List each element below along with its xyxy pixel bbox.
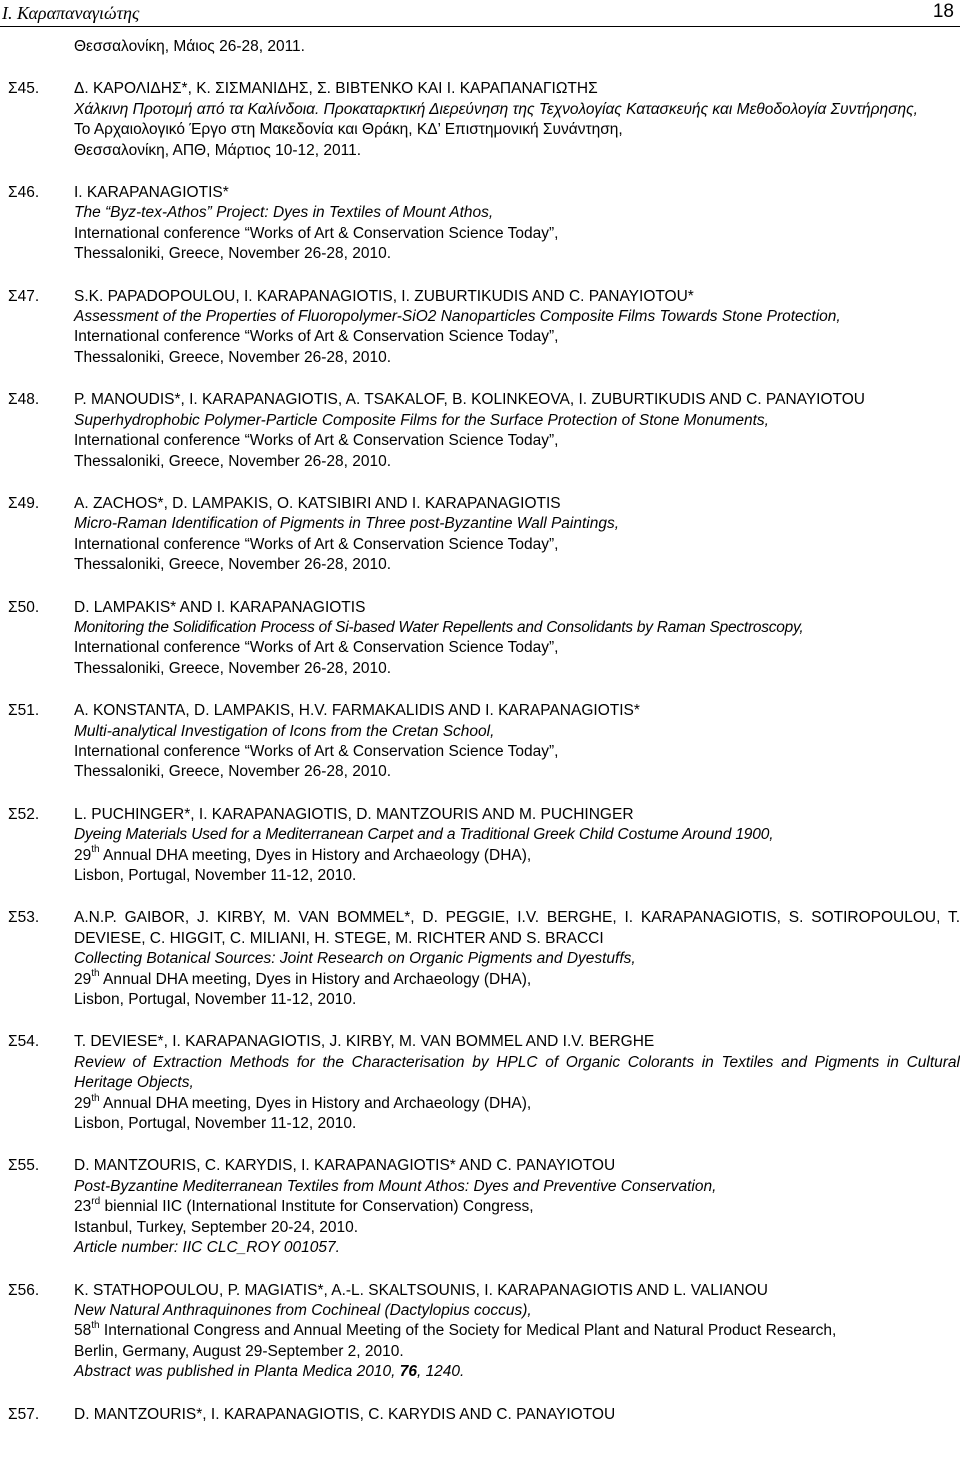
- entry-authors: A. KONSTANTA, D. LAMPAKIS, H.V. FARMAKALIDIS AND I. KARAPANAGIOTIS*: [74, 702, 640, 720]
- entry-venue: [74, 970, 960, 990]
- ordinal-suffix: th: [91, 1092, 100, 1104]
- list-item: [0, 1281, 960, 1383]
- ordinal-number: 23: [74, 1198, 92, 1216]
- entry-title: Collecting Botanical Sources: Joint Research on Organic Pigments and Dyestuffs,: [74, 950, 636, 968]
- note-pages: , 1240.: [416, 1363, 465, 1381]
- entry-place-date: Thessaloniki, Greece, November 26-28, 2010.: [74, 763, 392, 781]
- entry-place-date: Thessaloniki, Greece, November 26-28, 2010.: [74, 348, 392, 366]
- entry-title: Dyeing Materials Used for a Mediterranean Carpet and a Traditional Greek Child Costume Around 1900,: [74, 826, 774, 844]
- entry-title: Post-Byzantine Mediterranean Textiles from Mount Athos: Dyes and Preventive Conservation,: [74, 1177, 717, 1195]
- list-item: [0, 598, 960, 680]
- list-item: [0, 908, 960, 1010]
- entry-title: Superhydrophobic Polymer-Particle Composite Films for the Surface Protection of Stone Monuments,: [74, 411, 769, 429]
- continuation-line: Θεσσαλονίκη, Μάιος 26-28, 2011.: [74, 38, 305, 55]
- entry-authors: D. MANTZOURIS, C. KARYDIS, I. KARAPANAGIOTIS* AND C. PANAYIOTOU: [74, 1157, 616, 1175]
- entry-number: Σ46.: [8, 184, 40, 202]
- entry-authors: T. DEVIESE*, I. KARAPANAGIOTIS, J. KIRBY, M. VAN BOMMEL AND I.V. BERGHE: [74, 1033, 655, 1051]
- list-item: [0, 701, 960, 783]
- entry-number: Σ47.: [8, 287, 40, 305]
- list-item: [0, 494, 960, 576]
- entry-note: Article number: IIC CLC_ROY 001057.: [74, 1239, 340, 1257]
- entry-authors: S.K. PAPADOPOULOU, I. KARAPANAGIOTIS, I. ZUBURTIKUDIS AND C. PANAYIOTOU*: [74, 287, 694, 305]
- list-item: [0, 805, 960, 887]
- entry-venue: International conference “Works of Art & Conservation Science Today”,: [74, 535, 559, 553]
- entry-place-date: Thessaloniki, Greece, November 26-28, 2010.: [74, 556, 392, 574]
- list-item: [0, 1156, 960, 1258]
- ordinal-number: 29: [74, 970, 92, 988]
- entry-authors: P. MANOUDIS*, I. KARAPANAGIOTIS, A. TSAKALOF, B. KOLINKEOVA, I. ZUBURTIKUDIS AND C. PANAYIOTOU: [74, 391, 865, 409]
- entry-number: Σ45.: [8, 80, 40, 98]
- entry-number: Σ54.: [8, 1033, 40, 1051]
- entry-venue: International conference “Works of Art & Conservation Science Today”,: [74, 432, 559, 450]
- entry-number: Σ57.: [8, 1405, 40, 1423]
- note-volume: 76: [399, 1363, 417, 1381]
- entry-title: New Natural Anthraquinones from Cochineal (Dactylopius coccus),: [74, 1301, 532, 1319]
- entry-title: Multi-analytical Investigation of Icons from the Cretan School,: [74, 722, 495, 740]
- entry-authors: I. KARAPANAGIOTIS*: [74, 184, 229, 202]
- entry-venue: International conference “Works of Art & Conservation Science Today”,: [74, 224, 559, 242]
- venue-text: Annual DHA meeting, Dyes in History and Archaeology (DHA),: [99, 846, 532, 864]
- list-item: [0, 1405, 960, 1425]
- entry-authors: K. STATHOPOULOU, P. MAGIATIS*, A.-L. SKALTSOUNIS, I. KARAPANAGIOTIS AND L. VALIANOU: [74, 1281, 768, 1299]
- entry-title: Χάλκινη Προτομή από τα Καλίνδοια. Προκαταρκτική Διερεύνηση της Τεχνολογίας Κατασκευής και Μεθοδολογία Συντήρησης,: [74, 100, 918, 118]
- entry-number: Σ53.: [8, 909, 40, 927]
- ordinal-suffix: th: [91, 844, 100, 856]
- entry-venue: [74, 1094, 960, 1114]
- entry-number: Σ51.: [8, 702, 40, 720]
- list-item: [0, 183, 960, 265]
- entry-number: Σ49.: [8, 494, 40, 512]
- entry-title: Assessment of the Properties of Fluoropolymer-SiO2 Nanoparticles Composite Films Towards Stone Protection,: [74, 308, 841, 326]
- ordinal-suffix: rd: [91, 1196, 101, 1208]
- bibliography-list: [0, 37, 960, 1447]
- ordinal-number: 58: [74, 1322, 92, 1340]
- entry-authors: D. MANTZOURIS*, I. KARAPANAGIOTIS, C. KARYDIS AND C. PANAYIOTOU: [74, 1405, 616, 1423]
- venue-text: Annual DHA meeting, Dyes in History and Archaeology (DHA),: [99, 1094, 532, 1112]
- ordinal-suffix: th: [91, 968, 100, 980]
- entry-venue: International conference “Works of Art & Conservation Science Today”,: [74, 328, 559, 346]
- entry-venue: International conference “Works of Art & Conservation Science Today”,: [74, 742, 559, 760]
- entry-place-date: Thessaloniki, Greece, November 26-28, 2010.: [74, 659, 392, 677]
- entry-place-date: Θεσσαλονίκη, ΑΠΘ, Μάρτιος 10-12, 2011.: [74, 141, 362, 159]
- list-item: [0, 390, 960, 472]
- entry-note: [74, 1362, 960, 1382]
- entry-venue: Το Αρχαιολογικό Έργο στη Μακεδονία και Θράκη, ΚΔ’ Επιστημονική Συνάντηση,: [74, 121, 623, 139]
- ordinal-number: 29: [74, 846, 92, 864]
- entry-authors: A.N.P. GAIBOR, J. KIRBY, M. VAN BOMMEL*, D. PEGGIE, I.V. BERGHE, I. KARAPANAGIOTIS, S. SOTIROPOULOU, T. DEVIESE, C. HIGGIT, C. MILIANI, H. STEGE, M. RICHTER AND S. BRACCI: [74, 909, 960, 947]
- entry-venue: [74, 1321, 960, 1341]
- entry-title: Micro-Raman Identification of Pigments in Three post-Byzantine Wall Paintings,: [74, 515, 620, 533]
- page-number: 18: [932, 1, 954, 22]
- entry-place-date: Lisbon, Portugal, November 11-12, 2010.: [74, 991, 357, 1009]
- entry-place-date: Lisbon, Portugal, November 11-12, 2010.: [74, 1115, 357, 1133]
- page-header: [0, 0, 960, 27]
- list-item: [0, 287, 960, 369]
- entry-authors: A. ZACHOS*, D. LAMPAKIS, O. KATSIBIRI AND I. KARAPANAGIOTIS: [74, 494, 561, 512]
- entry-place-date: Istanbul, Turkey, September 20-24, 2010.: [74, 1218, 359, 1236]
- entry-place-date: Thessaloniki, Greece, November 26-28, 2010.: [74, 245, 392, 263]
- entry-place-date: Lisbon, Portugal, November 11-12, 2010.: [74, 867, 357, 884]
- entry-number: Σ50.: [8, 598, 40, 616]
- entry-venue: [74, 846, 960, 866]
- note-text: Abstract was published in Planta Medica 2010,: [74, 1363, 400, 1381]
- list-item: [0, 79, 960, 161]
- entry-number: Σ56.: [8, 1281, 40, 1299]
- entry-title: Review of Extraction Methods for the Characterisation by HPLC of Organic Colorants in Textiles and Pigments in Cultural Heritage Objects,: [74, 1053, 960, 1092]
- entry-authors: Δ. ΚΑΡΟΛΙΔΗΣ*, Κ. ΣΙΣΜΑΝΙΔΗΣ, Σ. ΒΙΒΤΕΝΚΟ ΚΑΙ Ι. ΚΑΡΑΠΑΝΑΓΙΩΤΗΣ: [74, 80, 598, 98]
- venue-text: biennial IIC (International Institute for Conservation) Congress,: [100, 1198, 534, 1216]
- entry-venue: [74, 1197, 960, 1217]
- entry-number: Σ48.: [8, 391, 40, 409]
- venue-text: International Congress and Annual Meeting of the Society for Medical Plant and Natural Product Research,: [99, 1322, 837, 1340]
- entry-title: Monitoring the Solidification Process of Si-based Water Repellents and Consolidants by Raman Spectroscopy,: [74, 618, 804, 636]
- venue-text: Annual DHA meeting, Dyes in History and Archaeology (DHA),: [99, 970, 532, 988]
- entry-place-date: Thessaloniki, Greece, November 26-28, 2010.: [74, 452, 392, 470]
- entry-authors: D. LAMPAKIS* AND I. KARAPANAGIOTIS: [74, 598, 366, 616]
- entry-number: Σ55.: [8, 1157, 40, 1175]
- list-item: [0, 1032, 960, 1134]
- entry-title: The “Byz-tex-Athos” Project: Dyes in Textiles of Mount Athos,: [74, 204, 494, 222]
- entry-number: Σ52.: [8, 805, 40, 823]
- ordinal-number: 29: [74, 1094, 92, 1112]
- ordinal-suffix: th: [91, 1320, 100, 1332]
- entry-venue: International conference “Works of Art & Conservation Science Today”,: [74, 639, 559, 657]
- entry-place-date: Berlin, Germany, August 29-September 2, 2010.: [74, 1342, 404, 1360]
- entry-authors: L. PUCHINGER*, I. KARAPANAGIOTIS, D. MANTZOURIS AND M. PUCHINGER: [74, 805, 634, 823]
- running-head-author: Ι. Καραπαναγιώτης: [2, 3, 140, 23]
